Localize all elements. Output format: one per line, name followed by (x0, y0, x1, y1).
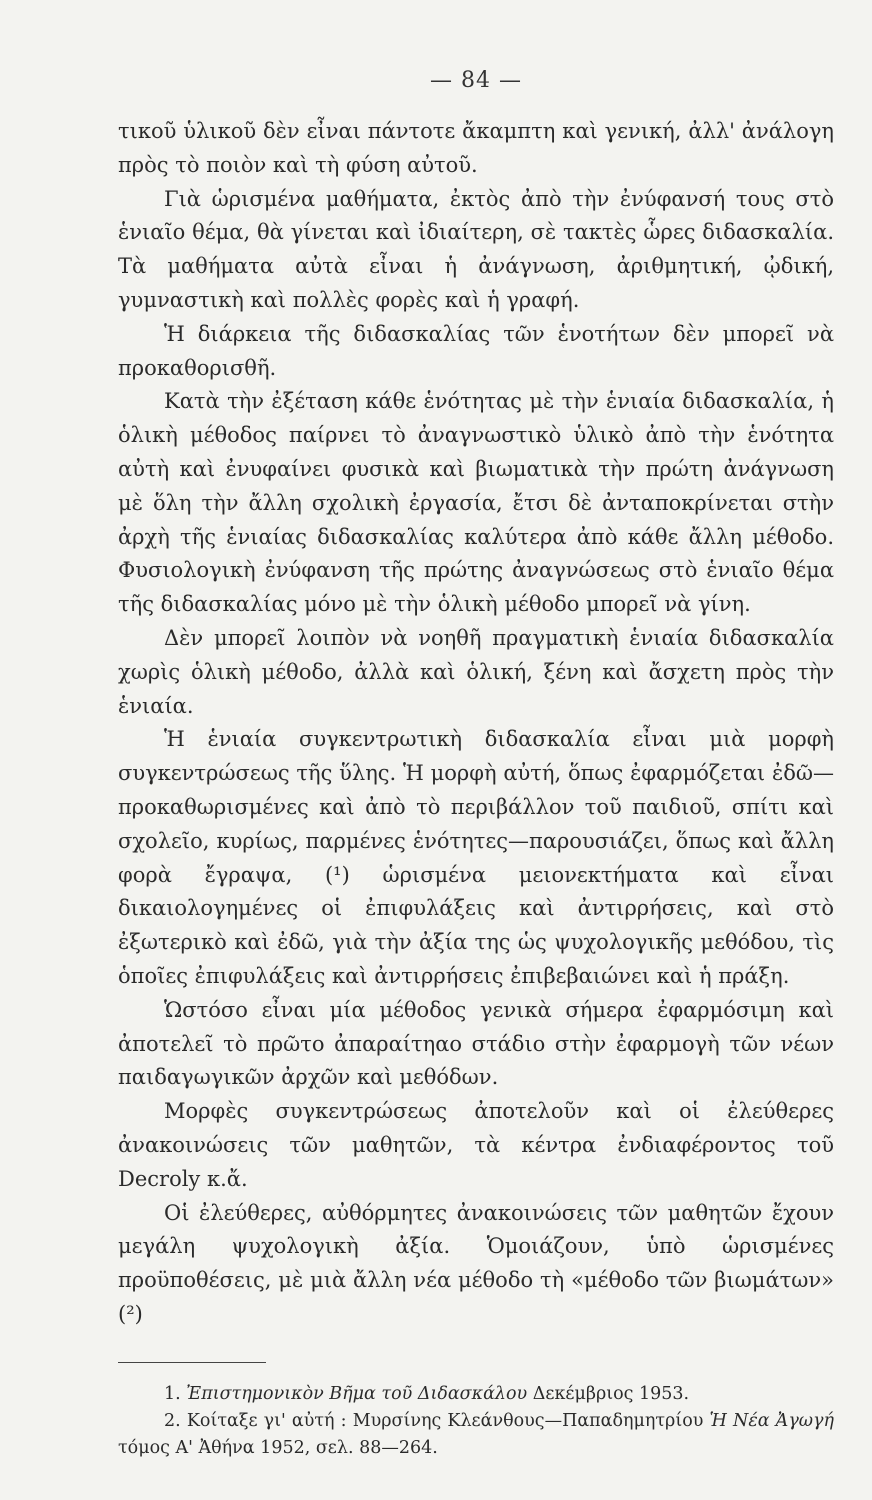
footnote-text: Δεκέμβριος 1953. (532, 1383, 690, 1404)
paragraph: Κατὰ τὴν ἐξέταση κάθε ἑνότητας μὲ τὴν ἑνιαία διδασκαλία, ἡ ὁλικὴ μέθοδος παίρνει τὸ ἀναγνωστικὸ ὑλικὸ ἀπὸ τὴν ἑνότητα αὐτὴ καὶ ἐνυφαίνει φυσικὰ καὶ βιωματικὰ τὴν πρώτη ἀνάγνωση μὲ ὅλη τὴν ἄλλη σχολικὴ ἐργασία, ἔτσι δὲ ἀνταποκρίνεται στὴν ἀρχὴ τῆς ἑνιαίας διδασκαλίας καλύτερα ἀπὸ κάθε ἄλλη μέθοδο. Φυσιολογικὴ ἐνύφανση τῆς πρώτης ἀναγνώσεως στὸ ἑνιαῖο θέμα τῆς διδασκαλίας μόνο μὲ τὴν ὁλικὴ μέθοδο μπορεῖ νὰ γίνη. (118, 389, 834, 617)
footnote-number: 1. (164, 1383, 181, 1404)
paragraph: Ὡστόσο εἶναι μία μέθοδος γενικὰ σήμερα ἐφαρμόσιμη καὶ ἀποτελεῖ τὸ πρῶτο ἀπαραίτηαο στάδιο στὴν ἐφαρμογὴ τῶν νέων παιδαγωγικῶν ἀρχῶν καὶ μεθόδων. (118, 997, 834, 1090)
paragraph: Μορφὲς συγκεντρώσεως ἀποτελοῦν καὶ οἱ ἐλεύθερες ἀνακοινώσεις τῶν μαθητῶν, τὰ κέντρα ἐνδιαφέροντος τοῦ Decroly κ.ἄ. (118, 1099, 834, 1191)
paragraph: τικοῦ ὑλικοῦ δὲν εἶναι πάντοτε ἄκαμπτη καὶ γενική, ἀλλ' ἀνάλογη πρὸς τὸ ποιὸν καὶ τὴ φύση αὐτοῦ. (118, 119, 834, 177)
footnote-italic-title: Ἡ Νέα Ἀγωγή (709, 1410, 834, 1431)
footnote-text: Κοίταξε γι' αὐτή : Μυρσίνης Κλεάνθους—Παπαδημητρίου (186, 1410, 704, 1431)
paragraph: Ἡ ἑνιαία συγκεντρωτικὴ διδασκαλία εἶναι μιὰ μορφὴ συγκεντρώσεως τῆς ὕλης. Ἡ μορφὴ αὐτή, ὅπως ἐφαρμόζεται ἐδῶ— προκαθωρισμένες καὶ ἀπὸ τὸ περιβάλλον τοῦ παιδιοῦ, σπίτι καὶ σχολεῖο, κυρίως, παρμένες ἑνότητες—παρουσιάζει, ὅπως καὶ ἄλλη φορὰ ἔγραψα, (¹) ὡρισμένα μειονεκτήματα καὶ εἶναι δικαιολογημένες οἱ ἐπιφυλάξεις καὶ ἀντιρρήσεις, καὶ στὸ ἐξωτερικὸ καὶ ἐδῶ, γιὰ τὴν ἀξία της ὡς ψυχολογικῆς μεθόδου, τὶς ὁποῖες ἐπιφυλάξεις καὶ ἀντιρρήσεις ἐπιβεβαιώνει καὶ ἡ πράξη. (118, 727, 834, 988)
book-page (118, 60, 834, 1460)
footnote-number: 2. (164, 1410, 181, 1431)
body-text (118, 115, 834, 1332)
footnote-divider (118, 1362, 266, 1363)
page-number: — 84 — (430, 68, 522, 93)
paragraph: Γιὰ ὡρισμένα μαθήματα, ἐκτὸς ἀπὸ τὴν ἐνύφανσή τους στὸ ἑνιαῖο θέμα, θὰ γίνεται καὶ ἰδιαίτερη, σὲ τακτὲς ὧρες διδασκαλία. Τὰ μαθήματα αὐτὰ εἶναι ἡ ἀνάγνωση, ἀριθμητική, ᾠδική, γυμναστικὴ καὶ πολλὲς φορὲς καὶ ἡ γραφή. (118, 186, 834, 312)
footnote-italic-title: Ἐπιστημονικὸν Βῆμα τοῦ Διδασκάλου (186, 1383, 528, 1404)
paragraph: Δὲν μπορεῖ λοιπὸν νὰ νοηθῆ πραγματικὴ ἑνιαία διδασκαλία χωρὶς ὁλικὴ μέθοδο, ἀλλὰ καὶ ὁλική, ξένη καὶ ἄσχετη πρὸς τὴν ἑνιαία. (118, 625, 834, 718)
footnote (118, 1381, 834, 1408)
footnote-text: τόμος Α' Ἀθήνα 1952, σελ. 88—264. (118, 1437, 438, 1458)
footnote (118, 1408, 834, 1462)
paragraph: Ἡ διάρκεια τῆς διδασκαλίας τῶν ἑνοτήτων δὲν μπορεῖ νὰ προκαθορισθῆ. (118, 321, 834, 380)
paragraph: Οἱ ἐλεύθερες, αὐθόρμητες ἀνακοινώσεις τῶν μαθητῶν ἔχουν μεγάλη ψυχολογικὴ ἀξία. Ὁμοιάζουν, ὑπὸ ὡρισμένες προϋποθέσεις, μὲ μιὰ ἄλλη νέα μέθοδο τὴ «μέθοδο τῶν βιωμάτων» (²) (118, 1200, 834, 1326)
footnotes (118, 1381, 834, 1462)
